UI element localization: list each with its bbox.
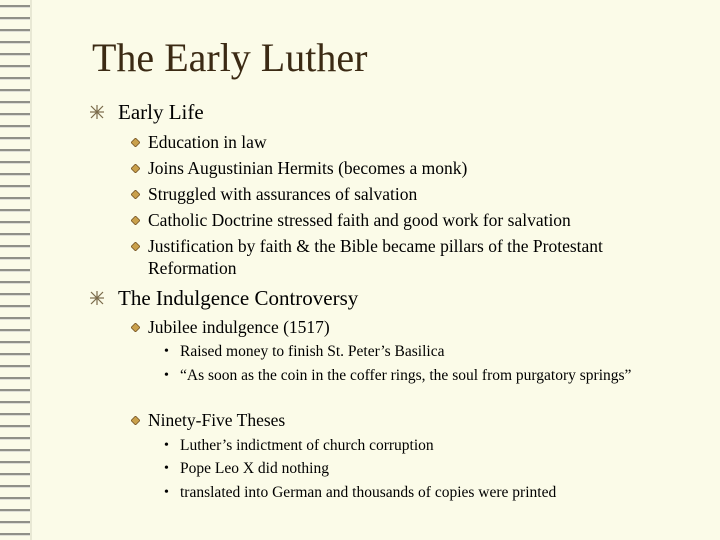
bullet-dot-icon: • bbox=[164, 485, 169, 500]
ornament-bullet-icon bbox=[90, 291, 104, 305]
sub-list-item-text: Luther’s indictment of church corruption bbox=[180, 437, 434, 454]
list-item bbox=[148, 131, 688, 153]
list-item bbox=[148, 316, 688, 338]
sub-list-item-text: translated into German and thousands of copies were printed bbox=[180, 484, 557, 501]
sub-list-item bbox=[164, 459, 660, 478]
list-item-text: Jubilee indulgence (1517) bbox=[148, 317, 330, 337]
diamond-bullet-icon bbox=[131, 190, 140, 199]
list-item bbox=[148, 183, 688, 205]
sub-list-item bbox=[164, 342, 660, 361]
list-item bbox=[148, 235, 688, 279]
diamond-bullet-icon bbox=[131, 164, 140, 173]
list-item-text: Catholic Doctrine stressed faith and good work for salvation bbox=[148, 210, 571, 230]
sub-list-item bbox=[164, 436, 660, 455]
diamond-bullet-icon bbox=[131, 416, 140, 425]
diamond-bullet-icon bbox=[131, 138, 140, 147]
ornament-bullet-icon bbox=[90, 105, 104, 119]
diamond-bullet-icon bbox=[131, 323, 140, 332]
sub-list-item-text: Raised money to finish St. Peter’s Basilica bbox=[180, 343, 445, 360]
list-item bbox=[148, 157, 688, 179]
bullet-dot-icon: • bbox=[164, 461, 169, 476]
section-heading-early-life bbox=[118, 100, 204, 124]
diamond-bullet-icon bbox=[131, 242, 140, 251]
list-item-text: Education in law bbox=[148, 132, 267, 152]
sub-list-item-text: Pope Leo X did nothing bbox=[180, 460, 329, 477]
list-item bbox=[148, 409, 688, 431]
binder-rings-decoration bbox=[0, 0, 30, 540]
slide-title: The Early Luther bbox=[92, 35, 368, 80]
list-item-text: Justification by faith & the Bible became pillars of the Protestant Reformation bbox=[148, 236, 603, 278]
list-item-text: Ninety-Five Theses bbox=[148, 410, 286, 430]
list-item-text: Joins Augustinian Hermits (becomes a monk) bbox=[148, 158, 468, 178]
sub-list-item bbox=[164, 366, 660, 385]
bullet-dot-icon: • bbox=[164, 368, 169, 383]
bullet-dot-icon: • bbox=[164, 438, 169, 453]
bullet-dot-icon: • bbox=[164, 344, 169, 359]
list-item bbox=[148, 209, 688, 231]
diamond-bullet-icon bbox=[131, 216, 140, 225]
section-heading-text: The Indulgence Controversy bbox=[118, 286, 359, 310]
section-heading-text: Early Life bbox=[118, 100, 204, 124]
section-heading-indulgence-controversy bbox=[118, 286, 358, 310]
list-item-text: Struggled with assurances of salvation bbox=[148, 184, 418, 204]
sub-list-item bbox=[164, 483, 660, 502]
sub-list-item-text: “As soon as the coin in the coffer rings, the soul from purgatory springs” bbox=[180, 367, 632, 384]
